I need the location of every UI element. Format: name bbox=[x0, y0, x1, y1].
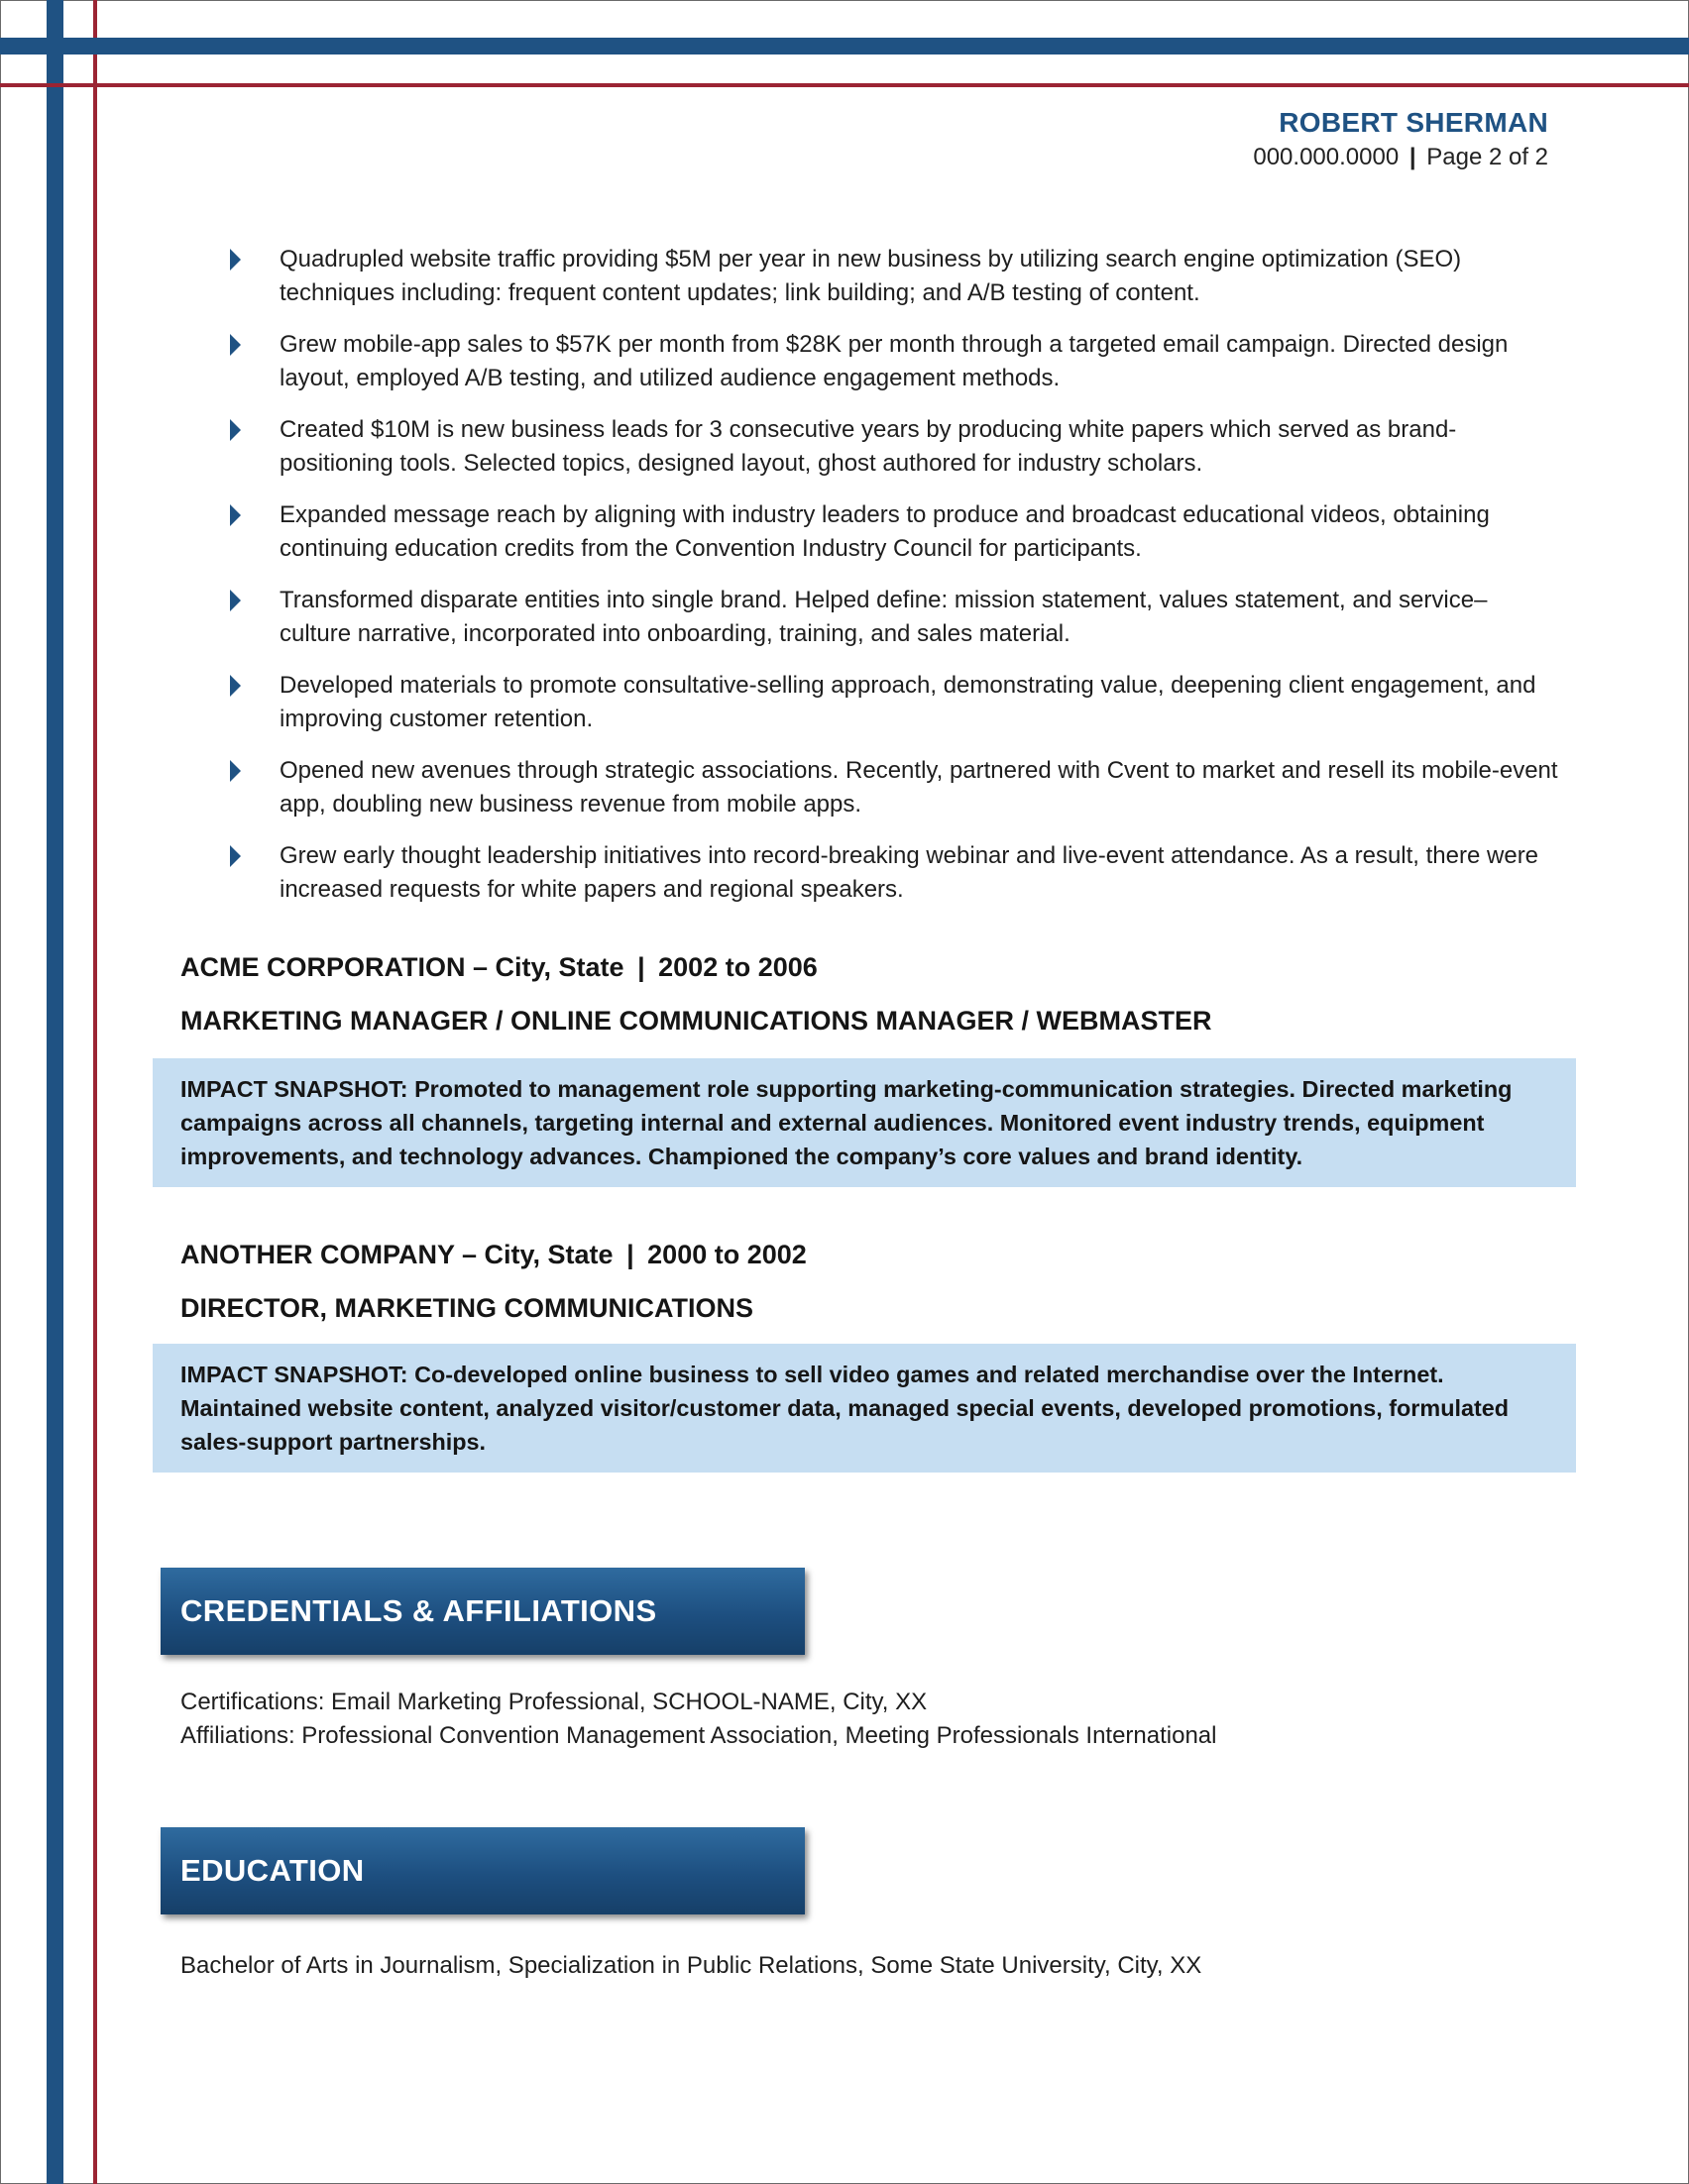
candidate-name: ROBERT SHERMAN bbox=[1279, 107, 1548, 138]
affiliations-line: Affiliations: Professional Convention Management Association, Meeting Professionals International bbox=[180, 1722, 1217, 1749]
job-separator: | bbox=[626, 1240, 634, 1269]
page-header bbox=[1253, 105, 1548, 174]
bullet-arrow-icon bbox=[230, 504, 241, 526]
bullet-arrow-icon bbox=[230, 419, 241, 441]
bullet-arrow-icon bbox=[230, 249, 241, 271]
achievement-text: Expanded message reach by aligning with industry leaders to produce and broadcast educational videos, obtaining continuing education credits from the Convention Industry Council for participants. bbox=[280, 501, 1490, 562]
achievement-text: Developed materials to promote consultative-selling approach, demonstrating value, deepening client engagement, and improving customer retention. bbox=[280, 672, 1536, 732]
bullet-arrow-icon bbox=[230, 760, 241, 782]
job-company-line bbox=[180, 949, 818, 985]
certifications-line: Certifications: Email Marketing Professional, SCHOOL-NAME, City, XX bbox=[180, 1689, 928, 1715]
achievement-item bbox=[230, 584, 1558, 651]
achievement-item bbox=[230, 243, 1558, 310]
page-number: Page 2 of 2 bbox=[1426, 144, 1548, 170]
job-title: DIRECTOR, MARKETING COMMUNICATIONS bbox=[180, 1293, 753, 1323]
header-separator: | bbox=[1408, 144, 1416, 170]
job-separator: | bbox=[637, 952, 645, 982]
phone-number: 000.000.0000 bbox=[1253, 144, 1400, 170]
company-name: ACME CORPORATION – City, State bbox=[180, 952, 624, 982]
achievement-list bbox=[230, 243, 1558, 925]
section-heading-education: EDUCATION bbox=[161, 1827, 805, 1914]
company-name: ANOTHER COMPANY – City, State bbox=[180, 1240, 614, 1269]
achievement-item bbox=[230, 498, 1558, 566]
achievement-text: Created $10M is new business leads for 3 consecutive years by producing white papers which served as brand-positioning tools. Selected topics, designed layout, ghost authored for industry scholars. bbox=[280, 416, 1457, 477]
bullet-arrow-icon bbox=[230, 590, 241, 611]
section-heading-credentials: CREDENTIALS & AFFILIATIONS bbox=[161, 1568, 805, 1655]
achievement-item bbox=[230, 328, 1558, 395]
job-company-line bbox=[180, 1237, 807, 1272]
achievement-item bbox=[230, 754, 1558, 821]
bullet-arrow-icon bbox=[230, 845, 241, 867]
vertical-red-rule bbox=[93, 0, 97, 2184]
horizontal-blue-rule bbox=[0, 38, 1689, 55]
achievement-item bbox=[230, 839, 1558, 907]
impact-snapshot: IMPACT SNAPSHOT: Promoted to management role supporting marketing-communication strategies. Directed marketing campaigns across all channels, targeting internal and external audiences. Monitored event industry trends, equipment improvements, and technology advances. Championed the company’s core values and brand identity. bbox=[153, 1058, 1576, 1187]
education-line: Bachelor of Arts in Journalism, Specialization in Public Relations, Some State University, City, XX bbox=[180, 1952, 1202, 1979]
achievement-text: Opened new avenues through strategic associations. Recently, partnered with Cvent to market and resell its mobile-event app, doubling new business revenue from mobile apps. bbox=[280, 757, 1558, 818]
achievement-text: Grew early thought leadership initiatives into record-breaking webinar and live-event attendance. As a result, there were increased requests for white papers and regional speakers. bbox=[280, 842, 1539, 903]
impact-snapshot: IMPACT SNAPSHOT: Co-developed online business to sell video games and related merchandise over the Internet. Maintained website content, analyzed visitor/customer data, managed special events, developed promotions, formulated sales-support partnerships. bbox=[153, 1344, 1576, 1473]
vertical-blue-rule bbox=[47, 0, 63, 2184]
achievement-text: Grew mobile-app sales to $57K per month from $28K per month through a targeted email campaign. Directed design layout, employed A/B testing, and utilized audience engagement methods. bbox=[280, 331, 1509, 391]
job-dates: 2000 to 2002 bbox=[647, 1240, 807, 1269]
job-title: MARKETING MANAGER / ONLINE COMMUNICATIONS MANAGER / WEBMASTER bbox=[180, 1006, 1212, 1036]
achievement-item bbox=[230, 413, 1558, 481]
bullet-arrow-icon bbox=[230, 334, 241, 356]
achievement-item bbox=[230, 669, 1558, 736]
achievement-text: Quadrupled website traffic providing $5M per year in new business by utilizing search engine optimization (SEO) techniques including: frequent content updates; link building; and A/B testing of content. bbox=[280, 246, 1462, 306]
contact-line bbox=[1253, 141, 1548, 174]
job-dates: 2002 to 2006 bbox=[658, 952, 818, 982]
horizontal-red-rule bbox=[0, 83, 1689, 87]
achievement-text: Transformed disparate entities into single brand. Helped define: mission statement, values statement, and service–culture narrative, incorporated into onboarding, training, and sales material. bbox=[280, 587, 1488, 647]
bullet-arrow-icon bbox=[230, 675, 241, 697]
